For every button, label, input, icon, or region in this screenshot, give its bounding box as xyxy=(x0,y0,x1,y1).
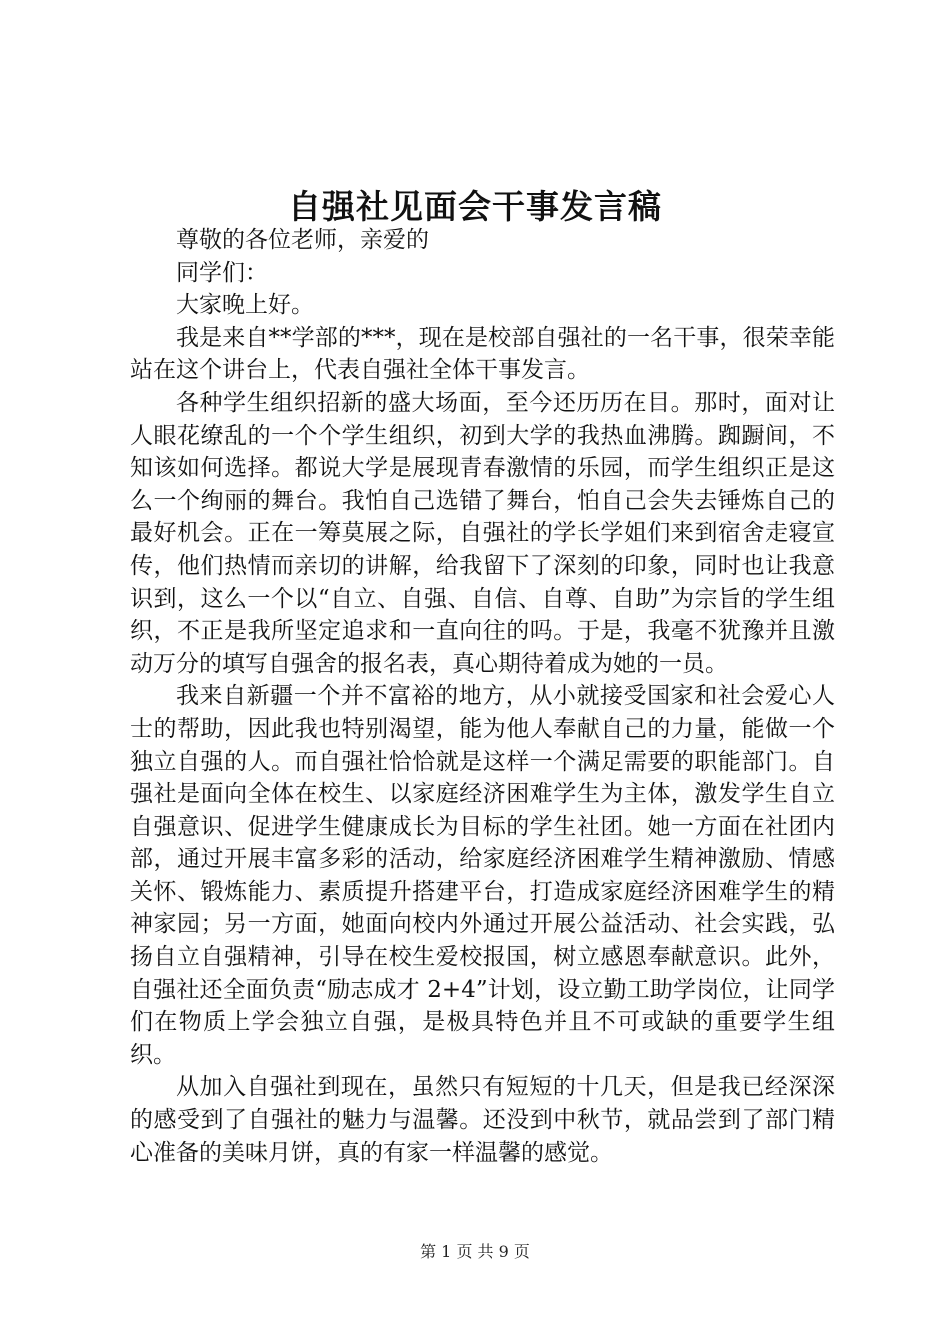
intro-paragraph: 我是来自**学部的***，现在是校部自强社的一名干事，很荣幸能站在这个讲台上，代表自强社全体干事发言。 xyxy=(130,324,835,384)
background-paragraph: 我来自新疆一个并不富裕的地方，从小就接受国家和社会爱心人士的帮助，因此我也特别渴望，能为他人奉献自己的力量，能做一个独立自强的人。而自强社恰恰就是这样一个满足需要的职能部门。自强社是面向全体在校生、以家庭经济困难学生为主体，激发学生自立自强意识、促进学生健康成长为目标的学生社团。她一方面在社团内部，通过开展丰富多彩的活动，给家庭经济困难学生精神激励、情感关怀、锻炼能力、素质提升搭建平台，打造成家庭经济困难学生的精神家园；另一方面，她面向校内外通过开展公益活动、社会实践，弘扬自立自强精神，引导在校生爱校报国，树立感恩奉献意识。此外，自强社还全面负责“励志成才 2+4”计划，设立勤工助学岗位，让同学们在物质上学会独立自强，是极具特色并且不可或缺的重要学生组织。 xyxy=(130,683,835,1068)
experience-paragraph: 从加入自强社到现在，虽然只有短短的十几天，但是我已经深深的感受到了自强社的魅力与温馨。还没到中秋节，就品尝到了部门精心准备的美味月饼，真的有家一样温馨的感觉。 xyxy=(130,1074,835,1166)
page-number-footer: 第 1 页 共 9 页 xyxy=(420,1242,530,1261)
salutation-line-2: 同学们： xyxy=(176,259,268,286)
recruitment-paragraph: 各种学生组织招新的盛大场面，至今还历历在目。那时，面对让人眼花缭乱的一个个学生组织，初到大学的我热血沸腾。踟蹰间，不知该如何选择。都说大学是展现青春激情的乐园，而学生组织正是这么一个绚丽的舞台。我怕自己选错了舞台，怕自己会失去锤炼自己的最好机会。正在一筹莫展之际，自强社的学长学姐们来到宿舍走寝宣传，他们热情而亲切的讲解，给我留下了深刻的印象，同时也让我意识到，这么一个以“自立、自强、自信、自尊、自助”为宗旨的学生组织，不正是我所坚定追求和一直向往的吗。于是，我毫不犹豫并且激动万分的填写自强舍的报名表，真心期待着成为她的一员。 xyxy=(130,389,835,677)
greeting-paragraph: 大家晚上好。 xyxy=(176,292,314,319)
salutation-line-1: 尊敬的各位老师，亲爱的 xyxy=(176,227,429,253)
document-body xyxy=(130,224,835,1169)
document-title: 自强社见面会干事发言稿 xyxy=(288,187,662,226)
